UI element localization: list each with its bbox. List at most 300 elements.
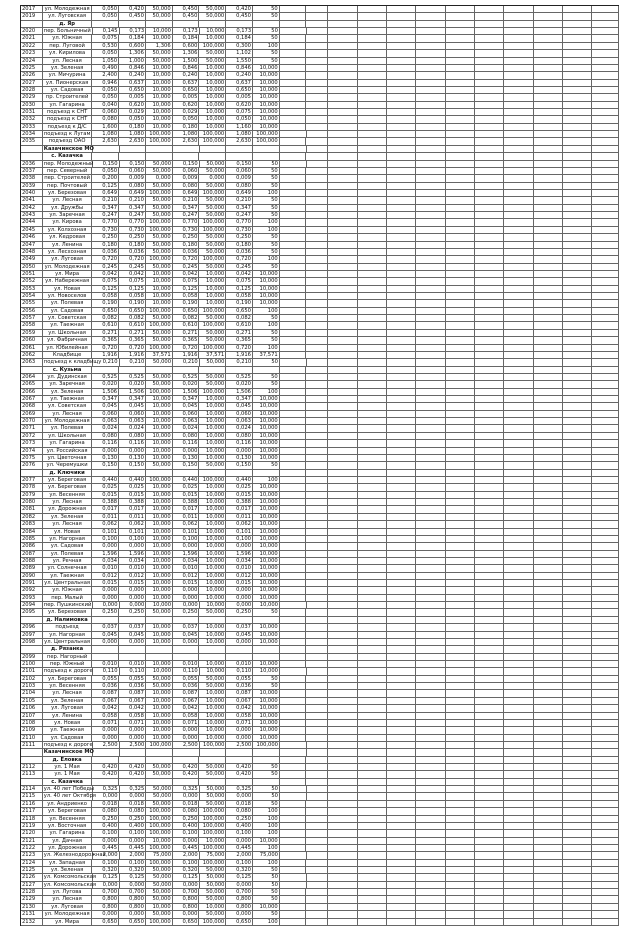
table-cell (563, 727, 592, 733)
table-row (21, 411, 619, 418)
table-cell (534, 609, 563, 615)
table-cell (563, 860, 592, 866)
table-cell (563, 80, 592, 86)
table-cell (306, 219, 328, 225)
table-cell (328, 197, 357, 203)
table-row (21, 668, 619, 675)
table-cell: 2,000 (93, 852, 120, 858)
table-cell: 10,000 (146, 551, 173, 557)
table-cell (592, 205, 619, 211)
table-row (21, 168, 619, 175)
table-cell (280, 6, 307, 12)
table-cell: 0,000 (92, 639, 119, 645)
table-cell (563, 396, 592, 402)
table-cell: 2030 (21, 102, 43, 108)
table-cell (504, 720, 533, 726)
table-cell (446, 830, 475, 836)
table-cell (504, 190, 533, 196)
table-cell (563, 212, 592, 218)
table-cell (416, 683, 445, 689)
table-cell (592, 80, 619, 86)
table-cell: 10,000 (199, 558, 226, 564)
table-cell: ул. Таежная (43, 573, 93, 579)
table-cell: 50 (253, 462, 280, 468)
table-cell (563, 609, 592, 615)
table-cell (592, 793, 619, 799)
table-cell (387, 896, 416, 902)
table-cell: 10,000 (253, 529, 280, 535)
table-cell: 10,000 (146, 690, 173, 696)
table-cell: 0,024 (173, 425, 200, 431)
table-cell (592, 602, 619, 608)
table-cell (358, 845, 387, 851)
table-cell (280, 58, 307, 64)
table-row (21, 462, 619, 469)
table-cell (416, 138, 445, 144)
table-cell: ул. Весенняя (43, 816, 93, 822)
table-cell: 2106 (21, 705, 43, 711)
table-cell (563, 639, 592, 645)
table-cell: с. Казачка (43, 153, 93, 159)
table-cell (504, 308, 533, 314)
table-cell (504, 212, 533, 218)
table-cell (358, 646, 387, 652)
table-row (21, 190, 619, 197)
table-cell: 10,000 (253, 838, 280, 844)
table-cell (475, 499, 504, 505)
table-cell (475, 13, 504, 19)
table-cell: 10,000 (253, 602, 280, 608)
table-cell (475, 411, 504, 417)
table-cell: 0,040 (92, 102, 119, 108)
table-cell (504, 234, 533, 240)
table-cell (446, 565, 475, 571)
table-cell: 50,000 (199, 867, 226, 873)
table-cell: ул. Лугова (43, 889, 93, 895)
table-cell (387, 529, 416, 535)
table-cell (328, 551, 357, 557)
table-cell: 0,058 (92, 713, 119, 719)
table-cell (307, 146, 329, 152)
table-cell (306, 183, 328, 189)
table-cell (504, 396, 533, 402)
table-cell (534, 462, 563, 468)
table-cell (534, 617, 563, 623)
table-cell (592, 227, 619, 233)
table-cell (446, 286, 475, 292)
table-cell (358, 35, 387, 41)
table-cell: 0,100 (226, 830, 253, 836)
table-cell (446, 403, 475, 409)
table-row (21, 521, 619, 528)
table-row (21, 197, 619, 204)
table-cell (592, 146, 619, 152)
table-cell (446, 153, 475, 159)
table-row (21, 565, 619, 572)
table-cell: 2077 (21, 477, 43, 483)
table-cell (563, 690, 592, 696)
table-cell (280, 87, 307, 93)
table-cell (387, 720, 416, 726)
table-cell: 0,637 (226, 80, 253, 86)
table-cell (592, 175, 619, 181)
table-cell: с. Казачка (43, 779, 93, 785)
table-cell: ул. Новая (43, 720, 93, 726)
table-cell (328, 521, 357, 527)
table-cell (592, 116, 619, 122)
table-cell (280, 94, 307, 100)
table-cell (563, 153, 592, 159)
table-cell: 2026 (21, 72, 43, 78)
table-cell (387, 683, 416, 689)
table-cell (563, 771, 592, 777)
table-cell: 10,000 (253, 558, 280, 564)
table-cell: 0,036 (226, 683, 253, 689)
table-cell: 50,000 (146, 374, 173, 380)
table-cell (387, 227, 416, 233)
table-cell: 50 (253, 764, 280, 770)
table-cell: 0,036 (92, 249, 119, 255)
table-cell (358, 455, 387, 461)
table-cell (306, 521, 328, 527)
table-row (21, 639, 619, 646)
table-cell: ул. Гагарина (43, 102, 93, 108)
table-cell: 2099 (21, 654, 43, 660)
table-cell (534, 823, 563, 829)
table-cell: 0,445 (173, 845, 200, 851)
table-cell (563, 278, 592, 284)
table-cell (416, 234, 445, 240)
table-cell: 0,720 (226, 345, 253, 351)
table-cell: 50 (253, 249, 280, 255)
table-cell (563, 757, 592, 763)
table-cell: 50 (253, 609, 280, 615)
table-cell: 0,009 (173, 175, 200, 181)
table-cell: 0,055 (226, 676, 253, 682)
table-cell (92, 654, 119, 660)
table-cell (563, 484, 592, 490)
table-cell (328, 683, 357, 689)
table-cell: 10,000 (146, 543, 173, 549)
table-cell (358, 808, 387, 814)
table-cell (416, 50, 445, 56)
table-cell: ул. Садовая (43, 87, 93, 93)
table-cell (504, 72, 533, 78)
table-cell: 0,050 (92, 94, 119, 100)
table-cell: 0,000 (226, 587, 253, 593)
table-cell: 0,012 (92, 573, 119, 579)
table-cell (504, 609, 533, 615)
table-cell: 0,720 (173, 256, 200, 262)
table-cell (306, 322, 328, 328)
table-cell (446, 646, 475, 652)
table-cell (358, 219, 387, 225)
table-cell: 0,024 (92, 425, 119, 431)
table-cell (280, 668, 307, 674)
table-cell (306, 536, 328, 542)
table-cell: 0,024 (226, 425, 253, 431)
table-cell (416, 190, 445, 196)
table-row (21, 440, 619, 447)
table-cell (226, 617, 253, 623)
table-cell (592, 396, 619, 402)
table-cell (328, 21, 357, 27)
table-cell (446, 860, 475, 866)
table-cell: 0,610 (173, 322, 200, 328)
table-cell: 0,101 (92, 529, 119, 535)
table-cell: 50 (253, 889, 280, 895)
table-cell (534, 315, 563, 321)
table-cell: 10,000 (253, 116, 280, 122)
table-cell: 0,058 (92, 293, 119, 299)
table-cell (563, 146, 592, 152)
table-cell (504, 462, 533, 468)
table-cell (416, 440, 445, 446)
table-cell (387, 565, 416, 571)
table-cell: ул. 1 Мая (43, 764, 93, 770)
table-cell (475, 433, 504, 439)
table-cell: 0,062 (119, 521, 146, 527)
table-row (21, 705, 619, 712)
table-cell (280, 830, 307, 836)
table-cell (387, 536, 416, 542)
table-cell: 0,015 (226, 492, 253, 498)
table-cell (358, 565, 387, 571)
table-cell (534, 337, 563, 343)
table-cell (358, 786, 387, 792)
table-cell: 10,000 (253, 425, 280, 431)
table-cell: 10,000 (146, 506, 173, 512)
table-cell (328, 845, 357, 851)
table-cell (306, 65, 328, 71)
table-cell (387, 43, 416, 49)
table-cell (446, 602, 475, 608)
table-cell (592, 860, 619, 866)
table-cell: 2056 (21, 308, 43, 314)
table-cell (563, 367, 592, 373)
table-cell (416, 102, 445, 108)
table-cell (280, 212, 307, 218)
table-cell (146, 617, 173, 623)
table-cell: 10,000 (253, 455, 280, 461)
table-cell (280, 352, 307, 358)
table-cell: пер. Малый (43, 595, 93, 601)
table-cell (358, 374, 387, 380)
table-cell: 0,000 (146, 175, 173, 181)
table-cell (328, 58, 357, 64)
table-cell (387, 587, 416, 593)
table-cell (387, 852, 416, 858)
table-cell: 10,000 (146, 713, 173, 719)
table-cell: 50 (253, 786, 280, 792)
table-cell: 0,325 (226, 786, 253, 792)
table-cell (475, 565, 504, 571)
table-cell (534, 6, 563, 12)
table-cell (387, 793, 416, 799)
table-cell: 10,000 (146, 595, 173, 601)
table-cell (534, 506, 563, 512)
table-cell (328, 330, 357, 336)
table-cell (328, 219, 357, 225)
table-cell (504, 131, 533, 137)
table-cell (504, 757, 533, 763)
table-cell (475, 367, 504, 373)
table-cell: 0,450 (226, 13, 253, 19)
table-cell: 100,000 (146, 131, 173, 137)
table-cell (358, 212, 387, 218)
table-cell: 0,045 (92, 632, 119, 638)
table-cell (446, 271, 475, 277)
table-cell (592, 676, 619, 682)
table-cell (475, 403, 504, 409)
table-cell: 10,000 (199, 72, 226, 78)
table-cell: 2,630 (92, 138, 119, 144)
table-row (21, 727, 619, 734)
table-cell (592, 389, 619, 395)
table-cell: 2073 (21, 440, 43, 446)
table-cell (446, 779, 475, 785)
table-cell: 2032 (21, 116, 43, 122)
table-cell (563, 646, 592, 652)
table-cell: 0,846 (119, 65, 146, 71)
table-cell: 0,649 (173, 190, 200, 196)
table-row (21, 698, 619, 705)
table-cell: 0,247 (173, 212, 200, 218)
table-cell (592, 138, 619, 144)
table-cell: ул. Новая (43, 529, 93, 535)
table-cell (475, 492, 504, 498)
table-cell (475, 116, 504, 122)
table-cell: 0,190 (92, 300, 119, 306)
table-cell (446, 698, 475, 704)
table-cell: 0,250 (92, 816, 119, 822)
table-cell (358, 771, 387, 777)
table-cell (328, 705, 357, 711)
table-cell (592, 300, 619, 306)
table-cell: 0,150 (119, 462, 146, 468)
table-cell (416, 58, 445, 64)
table-cell (387, 801, 416, 807)
table-cell: 0,250 (119, 816, 146, 822)
table-cell (358, 889, 387, 895)
table-cell (280, 21, 307, 27)
table-row (21, 448, 619, 455)
table-cell (475, 161, 504, 167)
table-cell (307, 793, 329, 799)
table-cell (563, 838, 592, 844)
table-cell (563, 124, 592, 130)
table-cell: 10,000 (253, 624, 280, 630)
table-cell: 50,000 (146, 234, 173, 240)
table-cell (504, 705, 533, 711)
table-cell (280, 845, 307, 851)
table-cell: 0,080 (119, 183, 146, 189)
table-cell (307, 852, 329, 858)
table-cell: 100,000 (146, 322, 173, 328)
table-cell (592, 242, 619, 248)
table-cell (534, 779, 563, 785)
table-cell: 2063 (21, 359, 43, 365)
table-cell (416, 735, 445, 741)
table-cell (475, 514, 504, 520)
table-cell: 0,130 (92, 455, 119, 461)
table-cell (280, 278, 307, 284)
table-cell: 50,000 (146, 205, 173, 211)
table-cell: 0,042 (226, 271, 253, 277)
table-cell (475, 698, 504, 704)
table-cell: 2,500 (226, 742, 253, 748)
table-cell (387, 94, 416, 100)
table-cell: 0,067 (119, 698, 146, 704)
table-cell (306, 551, 328, 557)
table-cell: 10,000 (146, 838, 173, 844)
table-cell (592, 345, 619, 351)
table-cell (280, 43, 307, 49)
table-cell (475, 242, 504, 248)
table-cell: 0,150 (92, 462, 119, 468)
table-cell (563, 587, 592, 593)
table-cell (446, 639, 475, 645)
table-cell (592, 668, 619, 674)
table-cell (504, 639, 533, 645)
table-cell (358, 161, 387, 167)
table-cell (475, 757, 504, 763)
table-cell (387, 411, 416, 417)
table-cell (328, 352, 357, 358)
table-cell: ул. Кирилова (43, 50, 93, 56)
table-cell: 0,036 (173, 249, 200, 255)
table-cell (504, 138, 533, 144)
table-cell (328, 911, 357, 917)
table-cell (563, 455, 592, 461)
table-cell (534, 808, 563, 814)
table-cell: 0,730 (173, 227, 200, 233)
table-cell: д. Налимовка (43, 617, 93, 623)
table-cell: 50,000 (199, 242, 226, 248)
table-cell: ул. Весенняя (43, 683, 93, 689)
table-cell: 0,440 (173, 477, 200, 483)
table-cell (328, 359, 357, 365)
table-cell (446, 43, 475, 49)
table-cell (306, 904, 328, 910)
table-cell: ул. Береговая (43, 676, 93, 682)
table-cell: 50 (253, 242, 280, 248)
table-cell (280, 411, 307, 417)
table-cell: 10,000 (146, 499, 173, 505)
table-cell: 0,011 (119, 514, 146, 520)
table-cell (446, 35, 475, 41)
table-cell (534, 433, 563, 439)
table-cell (328, 573, 357, 579)
table-cell: 0,420 (92, 764, 119, 770)
table-cell (280, 109, 307, 115)
table-cell (563, 337, 592, 343)
table-cell (534, 190, 563, 196)
table-cell: подъезд к Лугам (43, 131, 91, 138)
table-cell: 0,087 (226, 690, 253, 696)
table-cell (534, 153, 563, 159)
table-cell: 2116 (21, 801, 43, 807)
table-cell: 0,388 (173, 499, 200, 505)
table-cell (475, 838, 504, 844)
table-cell (592, 771, 619, 777)
table-cell (592, 477, 619, 483)
table-cell (446, 65, 475, 71)
table-cell: 0,080 (226, 808, 253, 814)
table-cell (534, 278, 563, 284)
table-row (21, 72, 619, 79)
table-cell (563, 793, 592, 799)
